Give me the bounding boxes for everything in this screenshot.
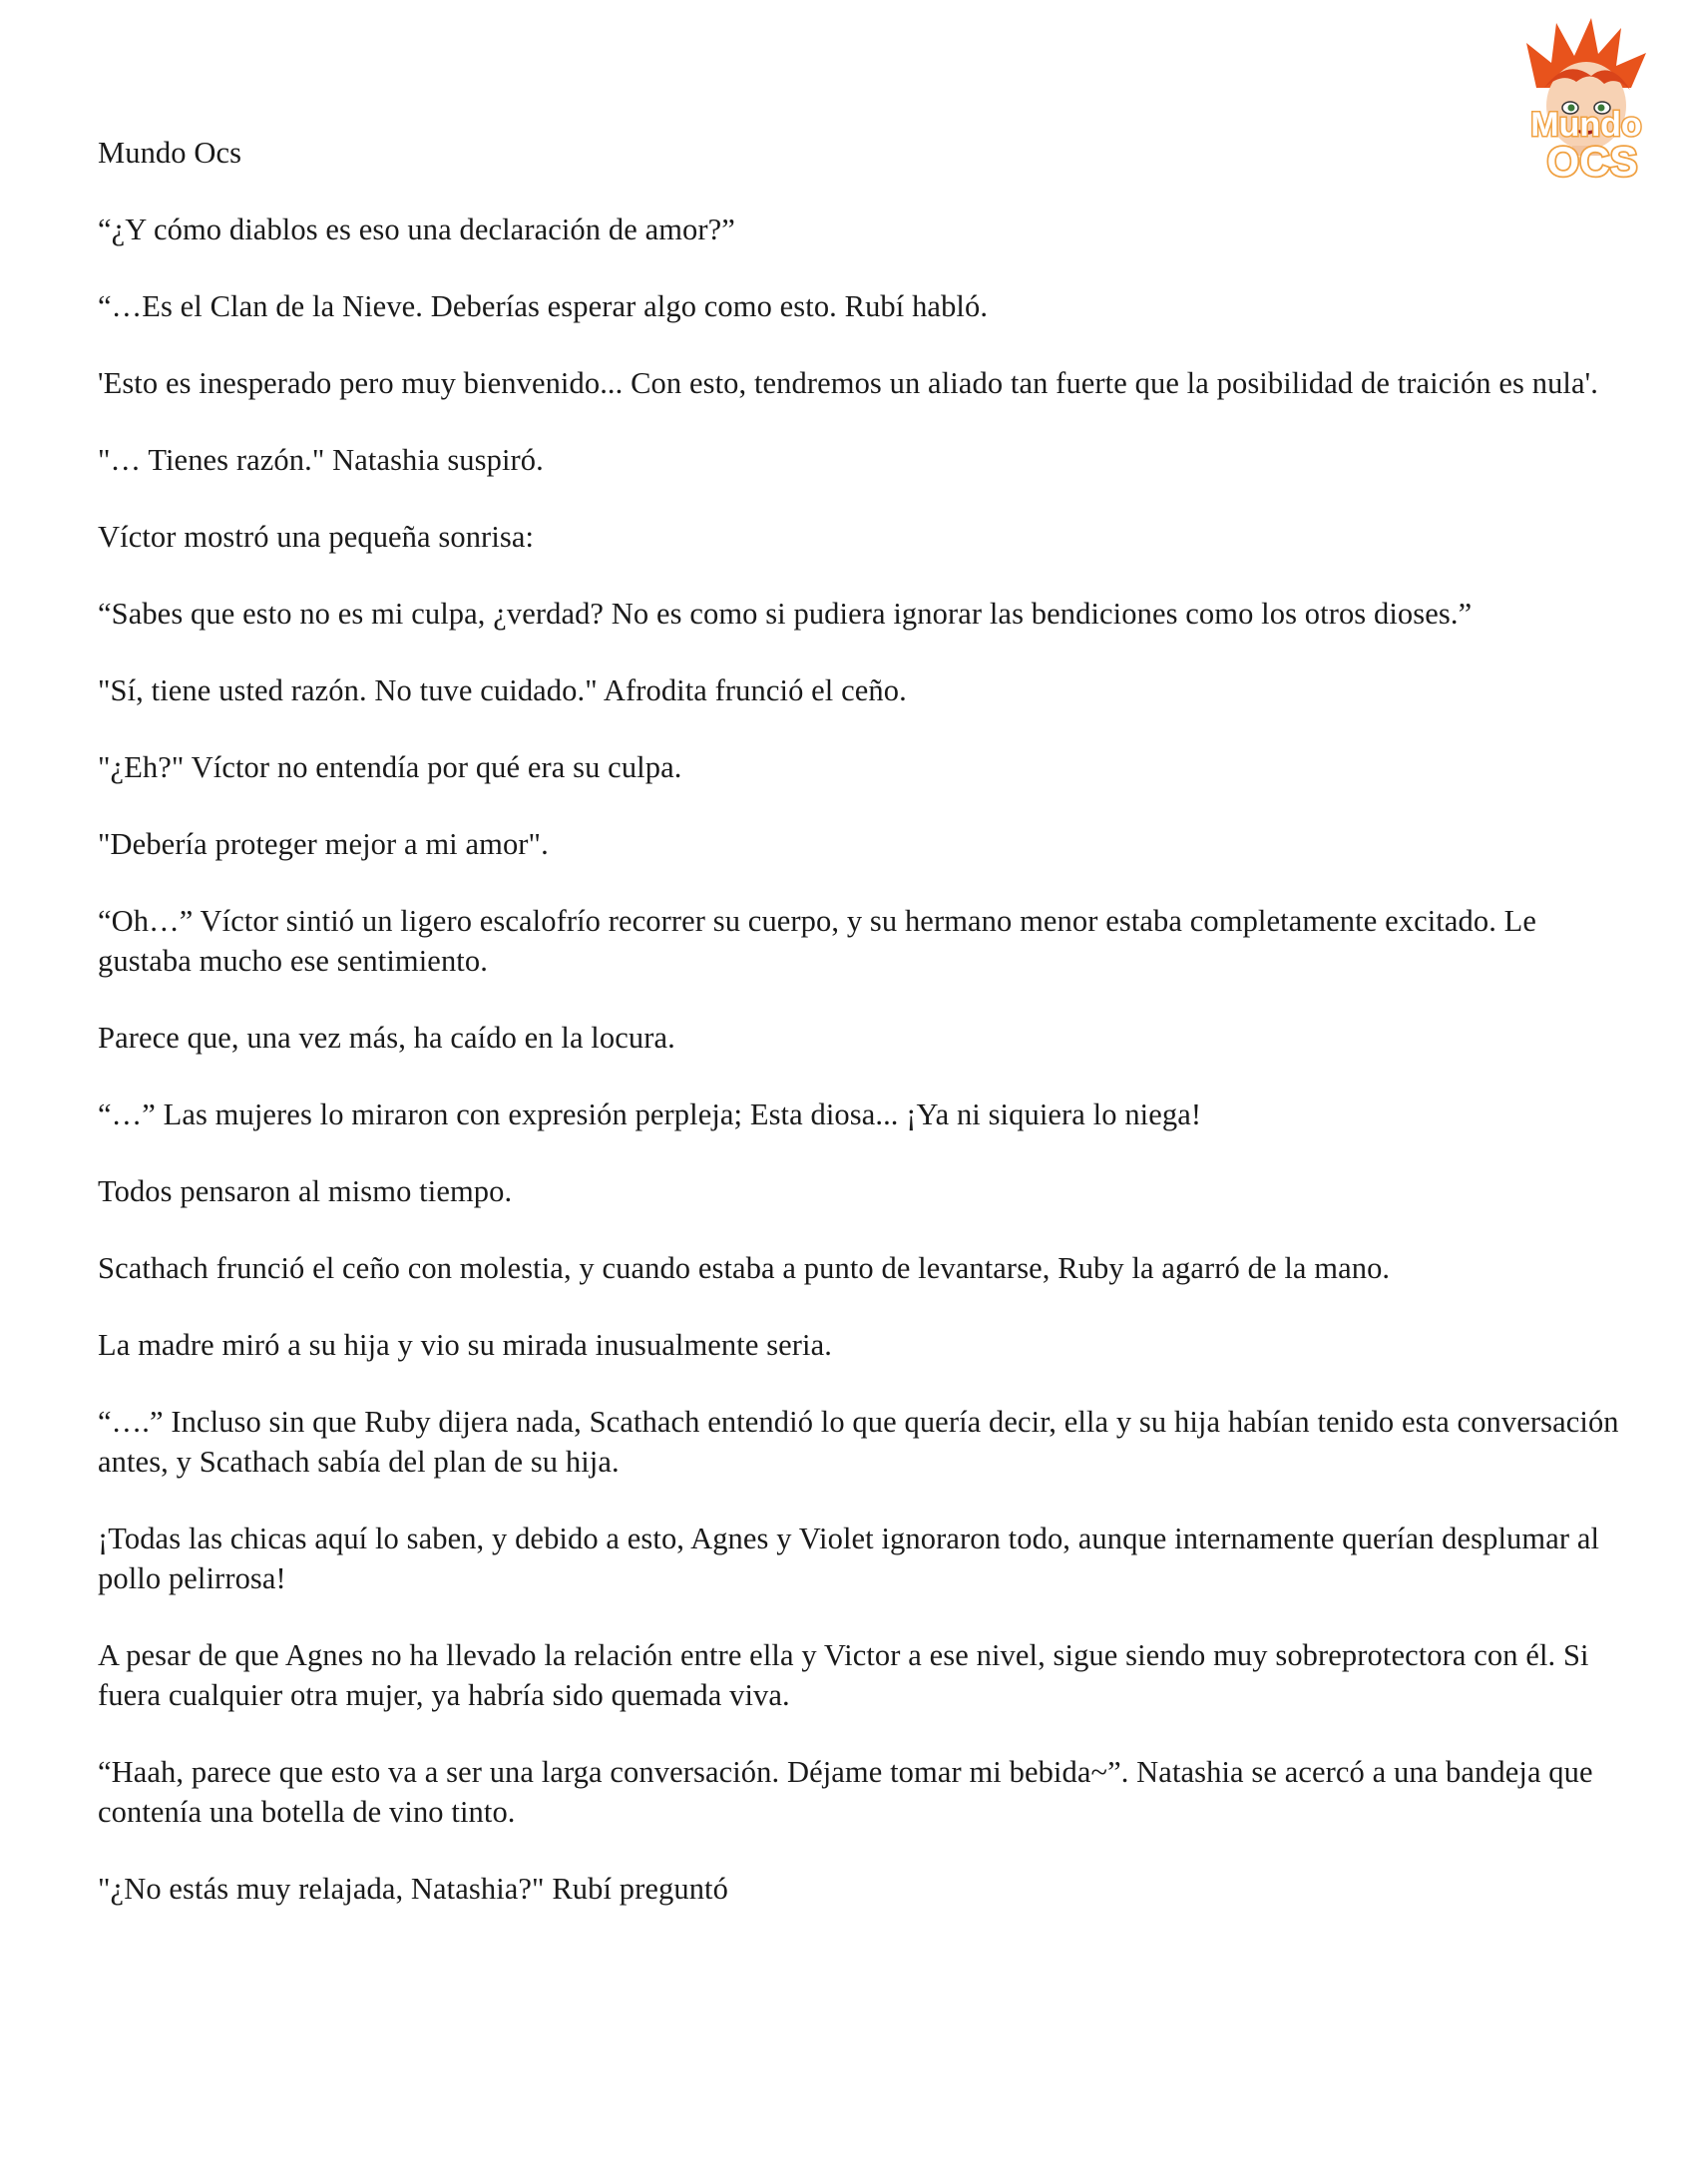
- paragraph: “….” Incluso sin que Ruby dijera nada, Scathach entendió lo que quería decir, ella y su hija habían tenido esta conversación antes, y Scathach sabía del plan de su hija.: [98, 1405, 1619, 1479]
- paragraph: A pesar de que Agnes no ha llevado la relación entre ella y Victor a ese nivel, sigue siendo muy sobreprotectora con él. Si fuera cualquier otra mujer, ya habría sido quemada viva.: [98, 1638, 1589, 1712]
- paragraph: Scathach frunció el ceño con molestia, y cuando estaba a punto de levantarse, Ruby la agarró de la mano.: [98, 1251, 1391, 1285]
- paragraph: 'Esto es inesperado pero muy bienvenido... Con esto, tendremos un aliado tan fuerte que la posibilidad de traición es nula'.: [98, 366, 1598, 400]
- paragraph: “…” Las mujeres lo miraron con expresión perpleja; Esta diosa... ¡Ya ni siquiera lo niega!: [98, 1097, 1202, 1131]
- paragraph: "Sí, tiene usted razón. No tuve cuidado." Afrodita frunció el ceño.: [98, 673, 907, 707]
- svg-text:Mundo: Mundo: [1530, 106, 1642, 144]
- paragraph: “¿Y cómo diablos es eso una declaración de amor?”: [98, 213, 735, 246]
- paragraph: Parece que, una vez más, ha caído en la locura.: [98, 1021, 675, 1055]
- paragraph: "Debería proteger mejor a mi amor".: [98, 827, 549, 861]
- paragraph: La madre miró a su hija y vio su mirada inusualmente seria.: [98, 1328, 832, 1362]
- paragraph: “Haah, parece que esto va a ser una larga conversación. Déjame tomar mi bebida~”. Natashia se acercó a una bandeja que contenía una botella de vino tinto.: [98, 1755, 1593, 1829]
- paragraph: “Oh…” Víctor sintió un ligero escalofrío recorrer su cuerpo, y su hermano menor estaba completamente excitado. Le gustaba mucho ese sentimiento.: [98, 904, 1537, 978]
- paragraph: "… Tienes razón." Natashia suspiró.: [98, 443, 544, 477]
- paragraph: “Sabes que esto no es mi culpa, ¿verdad? No es como si pudiera ignorar las bendiciones como los otros dioses.”: [98, 597, 1473, 631]
- paragraph: Todos pensaron al mismo tiempo.: [98, 1174, 513, 1208]
- paragraph: "¿No estás muy relajada, Natashia?" Rubí preguntó: [98, 1872, 728, 1906]
- paragraph: ¡Todas las chicas aquí lo saben, y debido a esto, Agnes y Violet ignoraron todo, aunque internamente querían desplumar al pollo pelirrosa!: [98, 1522, 1600, 1595]
- paragraph: Víctor mostró una pequeña sonrisa:: [98, 520, 535, 554]
- paragraph: "¿Eh?" Víctor no entendía por qué era su culpa.: [98, 750, 682, 784]
- svg-text:OCS: OCS: [1546, 138, 1638, 185]
- document-body: [98, 133, 1634, 1946]
- doc-title: Mundo Ocs: [98, 136, 242, 170]
- paragraph: “…Es el Clan de la Nieve. Deberías esperar algo como esto. Rubí habló.: [98, 289, 989, 323]
